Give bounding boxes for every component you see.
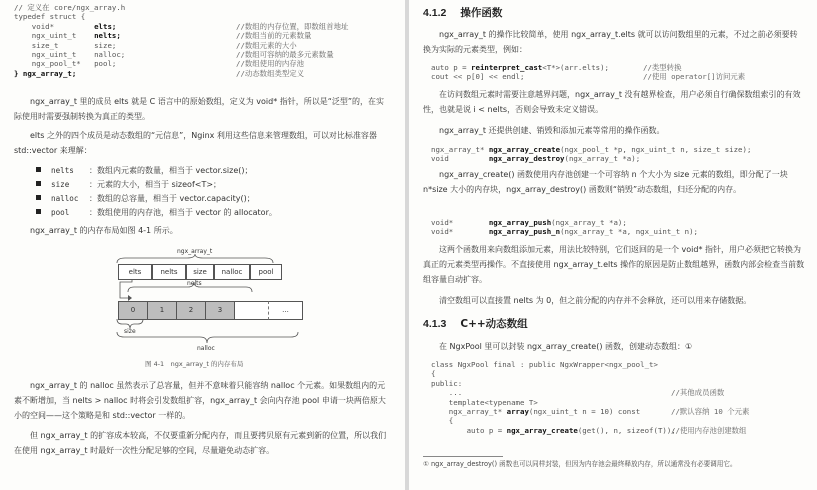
paragraph: 这两个函数用来向数组添加元素，用法比较特别，它们返回的是一个 void* 指针，用户必须把它转换为真正的元素类型再操作。不直接使用 ngx_array_t.elts 操作的原因是防止数组越界，函数内部会检查当前数组容量自动扩容。	[423, 245, 805, 284]
paragraph: ngx_array_t 里的成员 elts 就是 C 语言中的原始数组，定义为 void* 指针，所以是“泛型”的，在实际使用时需要强制转换为真正的类型。	[14, 97, 385, 121]
code-comment: //其他成员函数	[671, 388, 725, 398]
struct-field-box: nalloc	[214, 264, 250, 280]
left-page	[0, 0, 405, 490]
right-page	[409, 0, 817, 490]
code-comment: //数组使用的内存池	[236, 59, 305, 69]
bullet-icon	[36, 181, 41, 186]
array-cell: 1	[147, 301, 177, 320]
code-line	[14, 31, 399, 40]
code-text: // 定义在 core/ngx_array.h	[14, 3, 126, 12]
bullet-icon	[36, 167, 41, 172]
code-type: ngx_uint_t	[14, 50, 95, 60]
code-comment: //使用内存池创建数组	[671, 425, 747, 435]
nalloc-brace	[116, 331, 300, 345]
code-line	[431, 388, 725, 398]
struct-field-box: nelts	[152, 264, 186, 280]
list-desc: ：数组的总容量，相当于 vector.capacity()；	[89, 194, 255, 203]
code-token: (ngx_uint_t n = 10) const	[528, 407, 641, 417]
code-block	[431, 360, 750, 435]
code-token: ngx_array_create	[506, 425, 578, 435]
footnote: ① ngx_array_destroy() 函数也可以同样封装，但因为内存池会最终释放内存，所以通常没有必要调用它。	[423, 460, 737, 468]
code-line	[14, 41, 399, 50]
code-member: pool;	[94, 59, 117, 69]
code-token: (ngx_array_t *a);	[551, 218, 627, 227]
nalloc-label: nalloc	[197, 345, 215, 352]
code-token: auto p =	[431, 63, 472, 72]
bullet-icon	[36, 195, 41, 200]
code-member: elts;	[94, 21, 117, 31]
list-item	[36, 164, 252, 177]
code-line	[431, 369, 676, 378]
code-token: <T*>(arr.elts);	[542, 63, 609, 72]
footnote-divider	[423, 456, 503, 457]
code-token: ...	[431, 388, 463, 398]
code-block	[431, 218, 698, 237]
code-comment: //数组当前的元素数量	[236, 31, 312, 41]
code-token: reinterpret_cast	[471, 63, 543, 72]
code-line	[14, 50, 399, 59]
code-token: void*	[431, 218, 489, 227]
struct-brace	[115, 254, 275, 264]
list-item	[36, 178, 221, 191]
code-line	[431, 227, 698, 236]
code-token: ngx_array_t*	[431, 407, 507, 417]
code-line	[431, 63, 682, 72]
paragraph: 清空数组可以直接置 nelts 为 0，但之前分配的内存并不会释放，还可以用来存储数据。	[439, 296, 752, 305]
code-token: auto p =	[431, 425, 507, 435]
code-line	[431, 218, 698, 227]
list-desc: ：数组内元素的数量，相当于 vector.size()；	[89, 166, 253, 175]
list-desc: ：数组使用的内存池，相当于 vector 的 allocator。	[89, 208, 277, 217]
code-comment: //动态数组类型定义	[236, 68, 305, 78]
array-cell: 0	[118, 301, 148, 320]
struct-label: ngx_array_t	[177, 248, 213, 255]
code-line	[431, 425, 747, 435]
code-line	[431, 416, 676, 425]
code-text: typedef struct {	[14, 12, 86, 22]
code-line	[431, 398, 676, 407]
code-token: ngx_array_destroy	[488, 154, 565, 164]
figure-caption: 图 4-1 ngx_array_t 的内存布局	[145, 360, 244, 368]
bullet-icon	[36, 209, 41, 214]
paragraph: ngx_array_t 还提供创建、销毁和添加元素等常用的操作函数。	[439, 126, 665, 135]
code-line	[14, 3, 399, 12]
list-term: size	[51, 180, 70, 189]
list-term: pool	[51, 208, 70, 217]
code-token: cout << p[0] << endl;	[431, 72, 525, 82]
code-token: ngx_array_push	[488, 218, 552, 227]
code-line	[431, 145, 751, 154]
list-term: nalloc	[51, 194, 79, 203]
code-token: array	[506, 407, 529, 417]
array-cell: 3	[205, 301, 235, 320]
list-item	[36, 192, 255, 205]
code-token: void	[431, 154, 489, 164]
section-heading: 4.1.3 C++动态数组	[423, 318, 528, 330]
code-token: {	[431, 416, 454, 426]
nelts-label: nelts	[187, 280, 202, 287]
paragraph: ngx_array_t 的内存布局如图 4-1 所示。	[30, 226, 178, 235]
code-type: ngx_uint_t	[14, 31, 95, 41]
code-type: void*	[14, 21, 95, 31]
code-line	[431, 379, 676, 388]
list-desc: ：元素的大小，相当于 sizeof<T>；	[89, 180, 222, 189]
paragraph: ngx_array_t 的 nalloc 虽然表示了总容量，但并不意味着只能容纳 nalloc 个元素。如果数组内的元素不断增加，当 nelts > nalloc 时将会引发数组扩容，ngx_array_t 会向内存池 pool 申请一块两倍原大小的空间——这个策略是和 std::vector 一样的。	[14, 381, 386, 420]
section-heading: 4.1.2 操作函数	[423, 7, 503, 19]
code-token: void*	[431, 227, 489, 237]
code-token: (ngx_array_t *a);	[564, 154, 641, 164]
struct-field-box: pool	[250, 264, 282, 280]
code-block	[431, 145, 751, 164]
code-comment: //数组元素的大小	[236, 40, 297, 50]
code-line	[14, 22, 399, 31]
struct-field-box: elts	[118, 264, 152, 280]
code-token: {	[431, 369, 436, 379]
code-type: ngx_pool_t*	[14, 59, 95, 69]
paragraph: 在访问数组元素时需要注意越界问题，ngx_array_t 没有越界检查，用户必须自行确保数组索引的有效性，也就是说 i < nelts，否则会导致未定义错误。	[423, 90, 801, 114]
code-line	[431, 407, 750, 417]
struct-field-box: size	[186, 264, 214, 280]
code-comment: //数组的内存位置，即数组首地址	[236, 21, 349, 31]
code-line	[431, 154, 751, 163]
code-line	[14, 12, 399, 21]
array-cell: 2	[176, 301, 206, 320]
code-token: public:	[431, 378, 463, 388]
code-text: } ngx_array_t;	[14, 68, 77, 78]
code-block	[431, 63, 746, 82]
paragraph: ngx_array_t 的操作比较简单，使用 ngx_array_t.elts 就可以访问数组里的元素，不过之前必须要转换为实际的元素类型，例如：	[423, 30, 798, 54]
code-token: (ngx_array_t *a, ngx_uint_t n);	[560, 227, 698, 237]
code-token: template<typename T>	[431, 397, 538, 407]
code-token: (ngx_pool_t *p, ngx_uint_t n, size_t size);	[560, 145, 752, 154]
code-line	[14, 69, 399, 78]
paragraph: 在 NgxPool 里可以封装 ngx_array_create() 函数，创建动态数组：①	[439, 342, 693, 351]
size-label: size	[124, 328, 136, 335]
paragraph: ngx_array_create() 函数使用内存池创建一个可容纳 n 个大小为 size 元素的数组，即分配了一块 n*size 大小的内存块，ngx_array_destroy() 函数则“销毁”动态数组，归还分配的内存。	[423, 170, 788, 194]
code-member: nalloc;	[94, 50, 126, 60]
code-token: ngx_array_push_n	[488, 227, 561, 237]
code-token: ngx_array_t*	[431, 145, 489, 154]
code-token: class NgxPool final : public NgxWrapper<ngx_pool_t>	[431, 360, 658, 369]
code-comment: //默认容纳 10 个元素	[671, 407, 750, 417]
code-member: size;	[94, 40, 117, 50]
code-token: ngx_array_create	[488, 145, 561, 154]
code-comment: //类型转换	[643, 63, 682, 72]
code-comment: //数组可容纳的最多元素数量	[236, 50, 334, 60]
code-type: size_t	[14, 40, 95, 50]
code-line	[431, 360, 676, 369]
paragraph: 但 ngx_array_t 的扩容成本较高，不仅要重新分配内存，而且要拷贝原有元素到新的位置，所以我们在使用 ngx_array_t 时最好一次性分配足够的空间，尽量避免动态扩容。	[14, 431, 387, 455]
array-cell: ...	[268, 301, 303, 320]
list-item	[36, 206, 277, 219]
code-line	[431, 72, 746, 82]
code-line	[14, 59, 399, 68]
paragraph: elts 之外的四个成员是动态数组的“元信息”，Nginx 利用这些信息来管理数组，可以对比标准容器 std::vector 来理解：	[14, 131, 377, 155]
array-cell	[234, 301, 269, 320]
code-member: nelts;	[94, 31, 121, 41]
list-term: nelts	[51, 166, 74, 175]
code-comment: //使用 operator[]访问元素	[643, 72, 746, 82]
struct-code-block	[14, 3, 399, 78]
code-token: (get(), n, sizeof(T));	[577, 425, 676, 435]
